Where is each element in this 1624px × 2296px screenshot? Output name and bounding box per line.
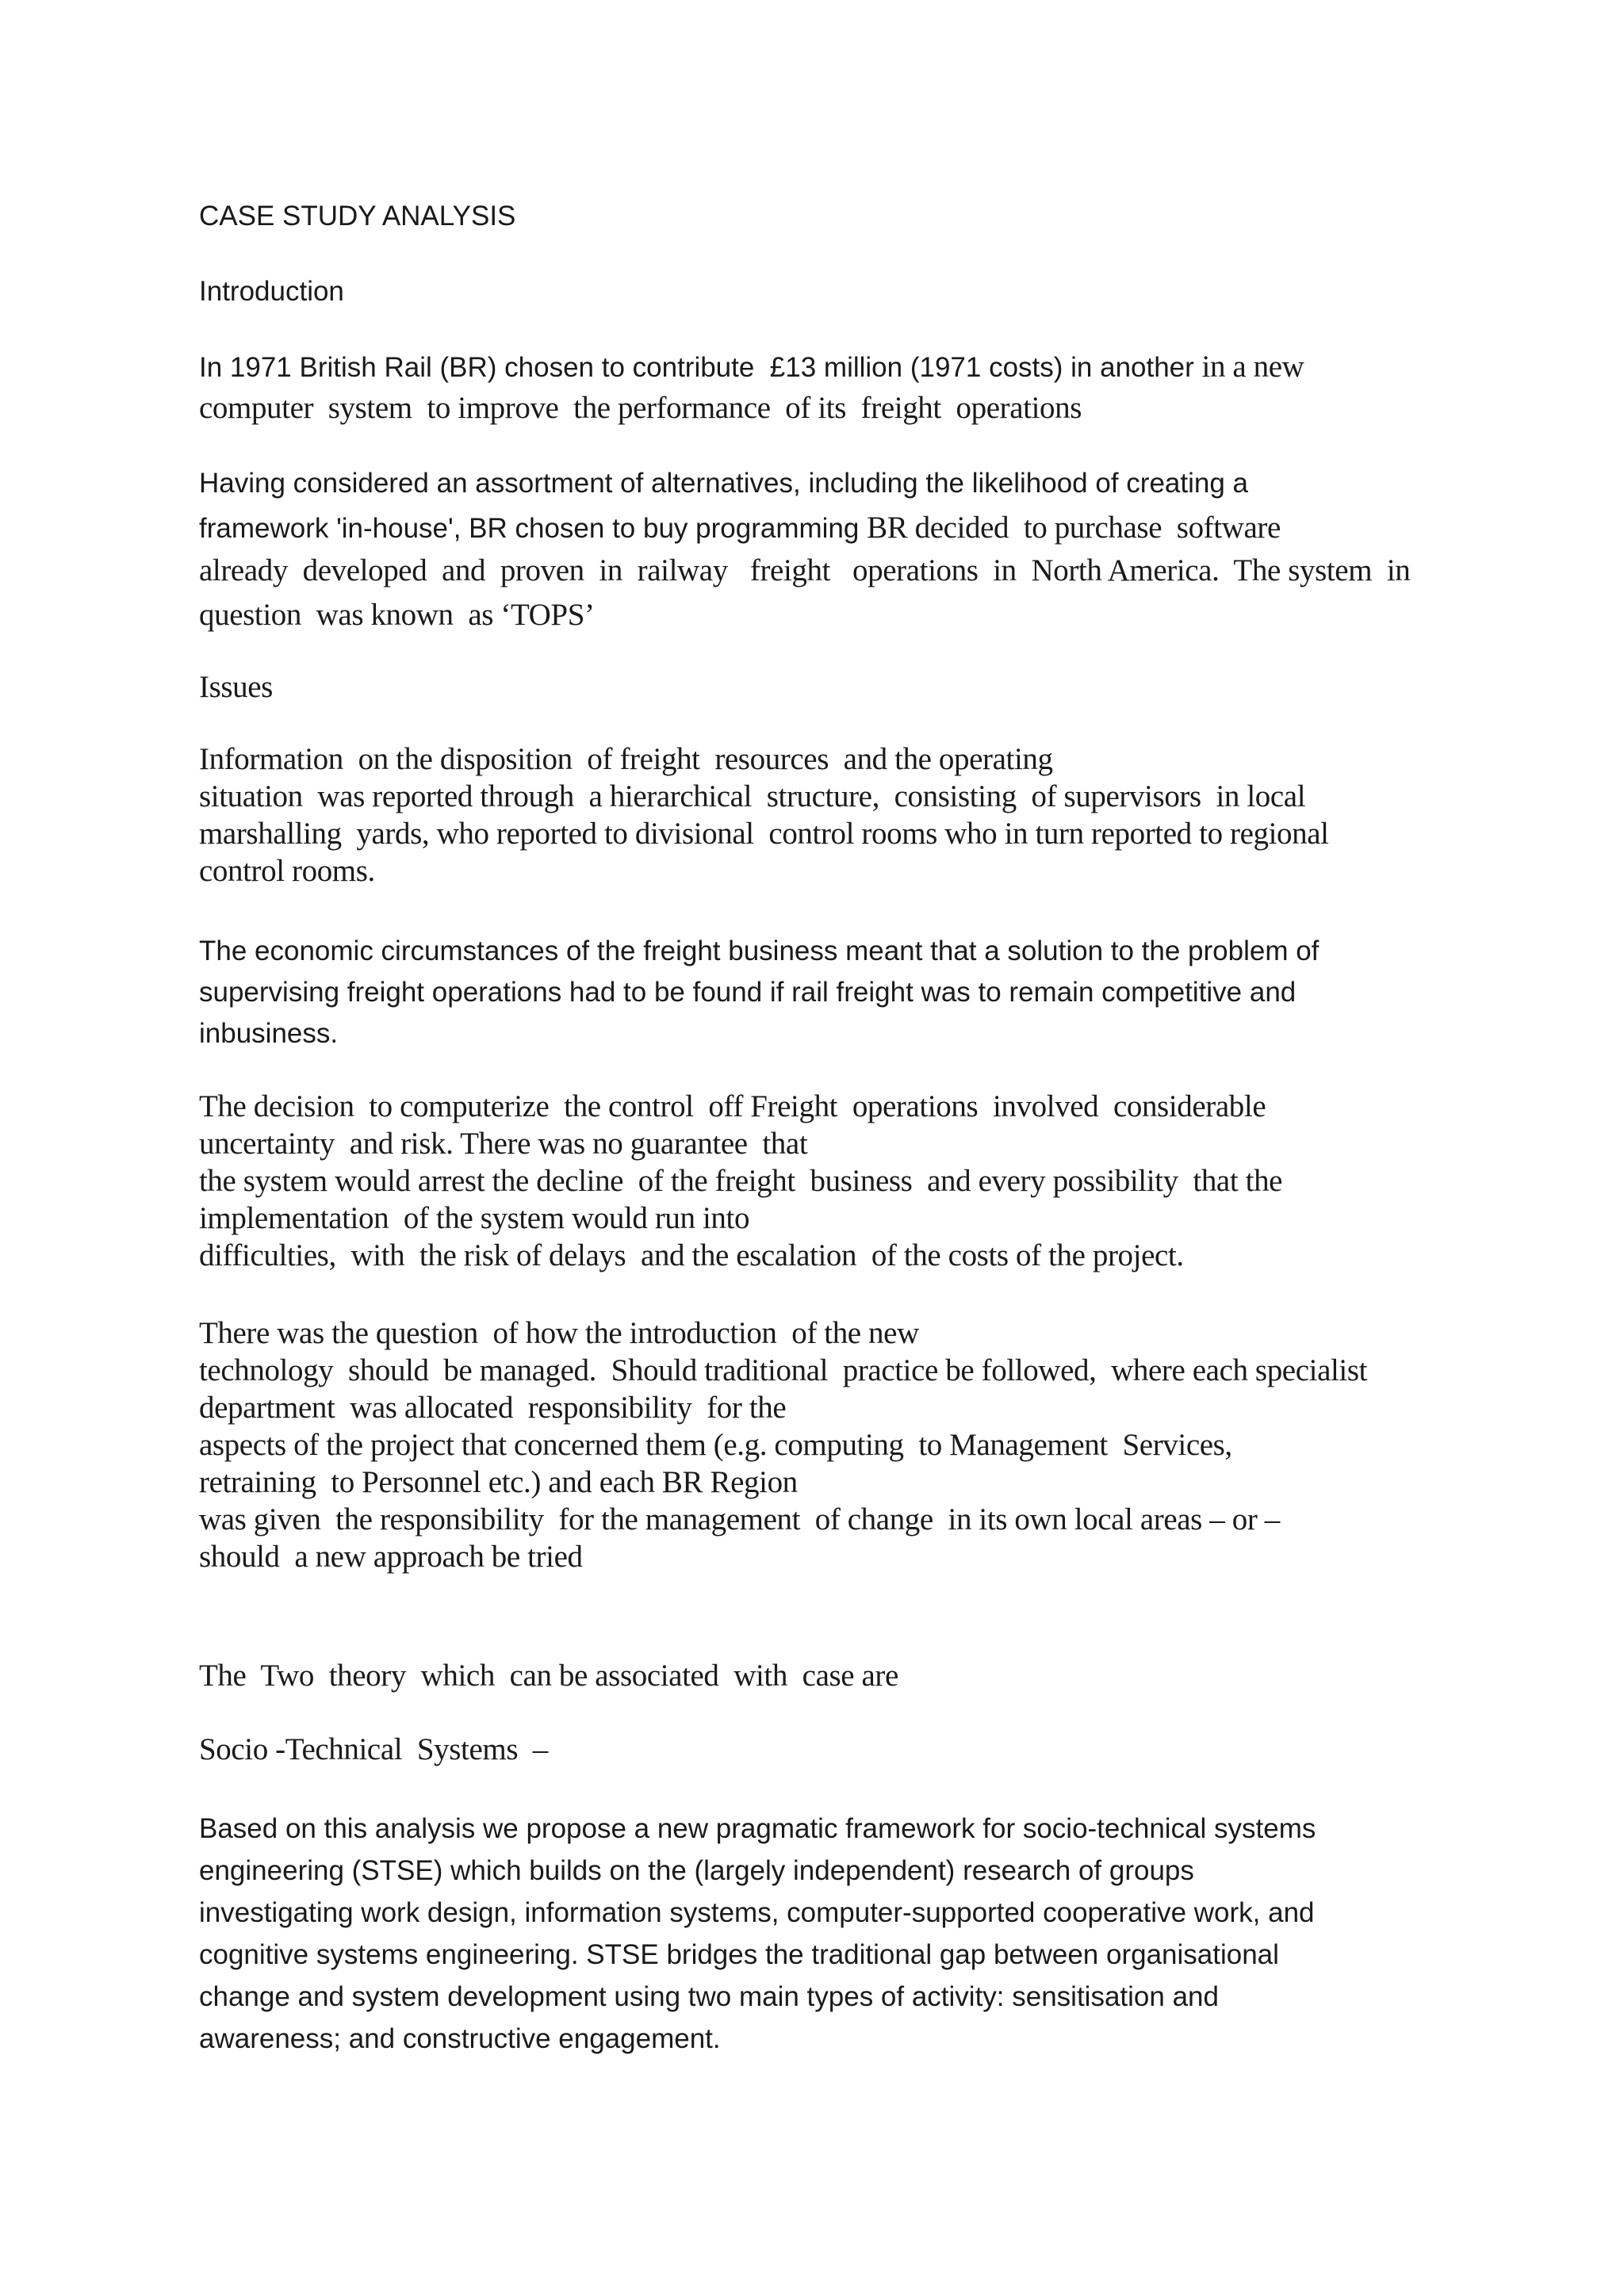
sts-paragraph-line-3: investigating work design, information systems, computer-supported cooperative work, and xyxy=(199,1897,1315,1928)
issues-paragraph-4-line-5: retraining to Personnel etc.) and each BR Region xyxy=(199,1465,798,1499)
introduction-heading: Introduction xyxy=(199,276,344,307)
issues-paragraph-2-line-2: supervising freight operations had to be found if rail freight was to remain competitive and xyxy=(199,977,1297,1008)
sts-heading: Socio -Technical Systems – xyxy=(199,1732,548,1766)
intro-paragraph-2-line-3: already developed and proven in railway freight operations in North America. The system in xyxy=(199,553,1411,587)
issues-paragraph-4-line-3: department was allocated responsibility for the xyxy=(199,1391,787,1425)
intro-paragraph-1-line-2: computer system to improve the performance of its freight operations xyxy=(199,391,1082,425)
issues-paragraph-1-line-3: marshalling yards, who reported to divisional control rooms who in turn reported to regional xyxy=(199,817,1329,851)
sts-paragraph-line-6: awareness; and constructive engagement. xyxy=(199,2023,721,2054)
issues-paragraph-3-line-5: difficulties, with the risk of delays and the escalation of the costs of the project. xyxy=(199,1238,1184,1272)
intro-paragraph-2-line-2 xyxy=(199,507,1281,555)
intro-paragraph-2-line-4: question was known as ‘TOPS’ xyxy=(199,598,595,632)
sts-paragraph-line-5: change and system development using two main types of activity: sensitisation and xyxy=(199,1981,1219,2012)
intro-paragraph-1-line-1 xyxy=(199,346,1304,394)
intro-p2-l2-sans: framework 'in-house', BR chosen to buy programming xyxy=(199,513,868,544)
issues-paragraph-1-line-2: situation was reported through a hierarchical structure, consisting of supervisors in local xyxy=(199,779,1306,813)
issues-heading: Issues xyxy=(199,670,273,704)
issues-paragraph-2-line-1: The economic circumstances of the freight business meant that a solution to the problem of xyxy=(199,936,1320,966)
issues-paragraph-4-line-6: was given the responsibility for the management of change in its own local areas – or – xyxy=(199,1502,1280,1536)
sts-paragraph-line-2: engineering (STSE) which builds on the (largely independent) research of groups xyxy=(199,1855,1194,1886)
issues-paragraph-3-line-3: the system would arrest the decline of the freight business and every possibility that the xyxy=(199,1164,1283,1198)
issues-paragraph-4-line-1: There was the question of how the introduction of the new xyxy=(199,1316,919,1350)
intro-p1-l1-serif: in a new xyxy=(1201,350,1304,384)
theory-intro: The Two theory which can be associated with case are xyxy=(199,1659,898,1693)
issues-paragraph-2-line-3: inbusiness. xyxy=(199,1018,339,1049)
issues-paragraph-3-line-4: implementation of the system would run into xyxy=(199,1201,750,1235)
intro-paragraph-2-line-1: Having considered an assortment of alternatives, including the likelihood of creating a xyxy=(199,468,1248,499)
issues-paragraph-4-line-2: technology should be managed. Should traditional practice be followed, where each specialist xyxy=(199,1353,1368,1387)
sts-paragraph-line-4: cognitive systems engineering. STSE bridges the traditional gap between organisational xyxy=(199,1939,1279,1970)
intro-p1-l1-sans: In 1971 British Rail (BR) chosen to contribute £13 million (1971 costs) in another xyxy=(199,352,1202,383)
issues-paragraph-3-line-2: uncertainty and risk. There was no guarantee that xyxy=(199,1127,808,1161)
sts-paragraph-line-1: Based on this analysis we propose a new pragmatic framework for socio-technical systems xyxy=(199,1813,1316,1844)
issues-paragraph-4-line-7: should a new approach be tried xyxy=(199,1540,583,1574)
issues-paragraph-1-line-1: Information on the disposition of freight resources and the operating xyxy=(199,742,1053,776)
issues-paragraph-3-line-1: The decision to computerize the control off Freight operations involved considerable xyxy=(199,1089,1266,1123)
intro-p2-l2-serif: BR decided to purchase software xyxy=(867,511,1281,545)
document-page xyxy=(199,0,1468,2296)
document-title: CASE STUDY ANALYSIS xyxy=(199,201,516,232)
issues-paragraph-1-line-4: control rooms. xyxy=(199,854,375,888)
issues-paragraph-4-line-4: aspects of the project that concerned them (e.g. computing to Management Services, xyxy=(199,1428,1232,1462)
